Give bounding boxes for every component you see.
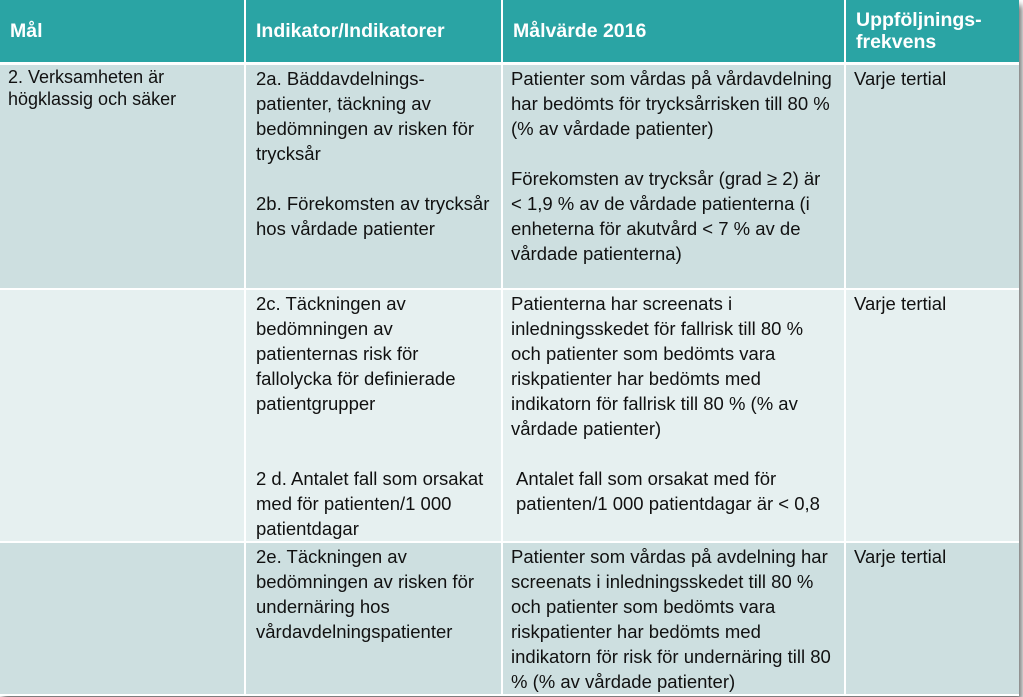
table-row [0,289,1019,542]
target-2e: Patienter som vårdas på avdelning har screenats i inledningsskedet till 80 % och patienter som bedömts vara riskpatienter har bedömts med indikatorn för risk för undernäring till 80 % (% av vårdade patienter) [511,546,831,692]
frequency-text: Varje tertial [854,68,947,89]
indicator-2c: 2c. Täckningen av bedömningen av patienternas risk för fallolycka för definierade patientgrupper [256,293,456,414]
goal-text: 2. Verksamheten är högklassig och säker [8,67,177,109]
table-row [0,64,1019,290]
target-2c: Patienterna har screenats i inledningsskedet för fallrisk till 80 % och patienter som bedömts vara riskpatienter har bedömts med indikatorn för fallrisk till 80 % (% av vårdade patienter) [511,293,804,439]
header-goal: Mål [0,0,245,64]
header-indicator: Indikator/Indikatorer [245,0,502,64]
frequency-text: Varje tertial [854,546,947,567]
cell-frequency [845,542,1019,695]
indicator-2d: 2 d. Antalet fall som orsakat med för patienten/1 000 patientdagar [256,468,484,539]
cell-goal [0,64,245,290]
target-2d: Antalet fall som orsakat med för patienten/1 000 patientdagar är < 0,8 [516,468,820,514]
cell-goal [0,289,245,542]
cell-goal [0,542,245,695]
cell-indicator [245,289,502,542]
frequency-text: Varje tertial [854,293,947,314]
indicator-2a: 2a. Bäddavdelnings-patienter, täckning av bedömningen av risken för trycksår [256,68,475,164]
target-2b: Förekomsten av trycksår (grad ≥ 2) är < 1,9 % av de vårdade patienterna (i enheterna för akutvård < 7 % av de vårdade patienterna) [511,168,821,264]
header-frequency [845,0,1019,64]
table-header-row [0,0,1019,64]
cell-target [502,64,845,290]
table-row [0,542,1019,695]
indicator-2b: 2b. Förekomsten av trycksår hos vårdade patienter [256,193,490,239]
cell-indicator [245,542,502,695]
cell-target [502,289,845,542]
cell-frequency [845,289,1019,542]
target-2a: Patienter som vårdas på vårdavdelning har bedömts för trycksårrisken till 80 % (% av vårdade patienter) [511,68,832,139]
header-frequency-label: Uppföljnings- frekvens [856,9,982,53]
indicator-2e: 2e. Täckningen av bedömningen av risken för undernäring hos vårdavdelningspatienter [256,546,475,642]
header-target: Målvärde 2016 [502,0,845,64]
cell-frequency [845,64,1019,290]
cell-target [502,542,845,695]
cell-indicator [245,64,502,290]
